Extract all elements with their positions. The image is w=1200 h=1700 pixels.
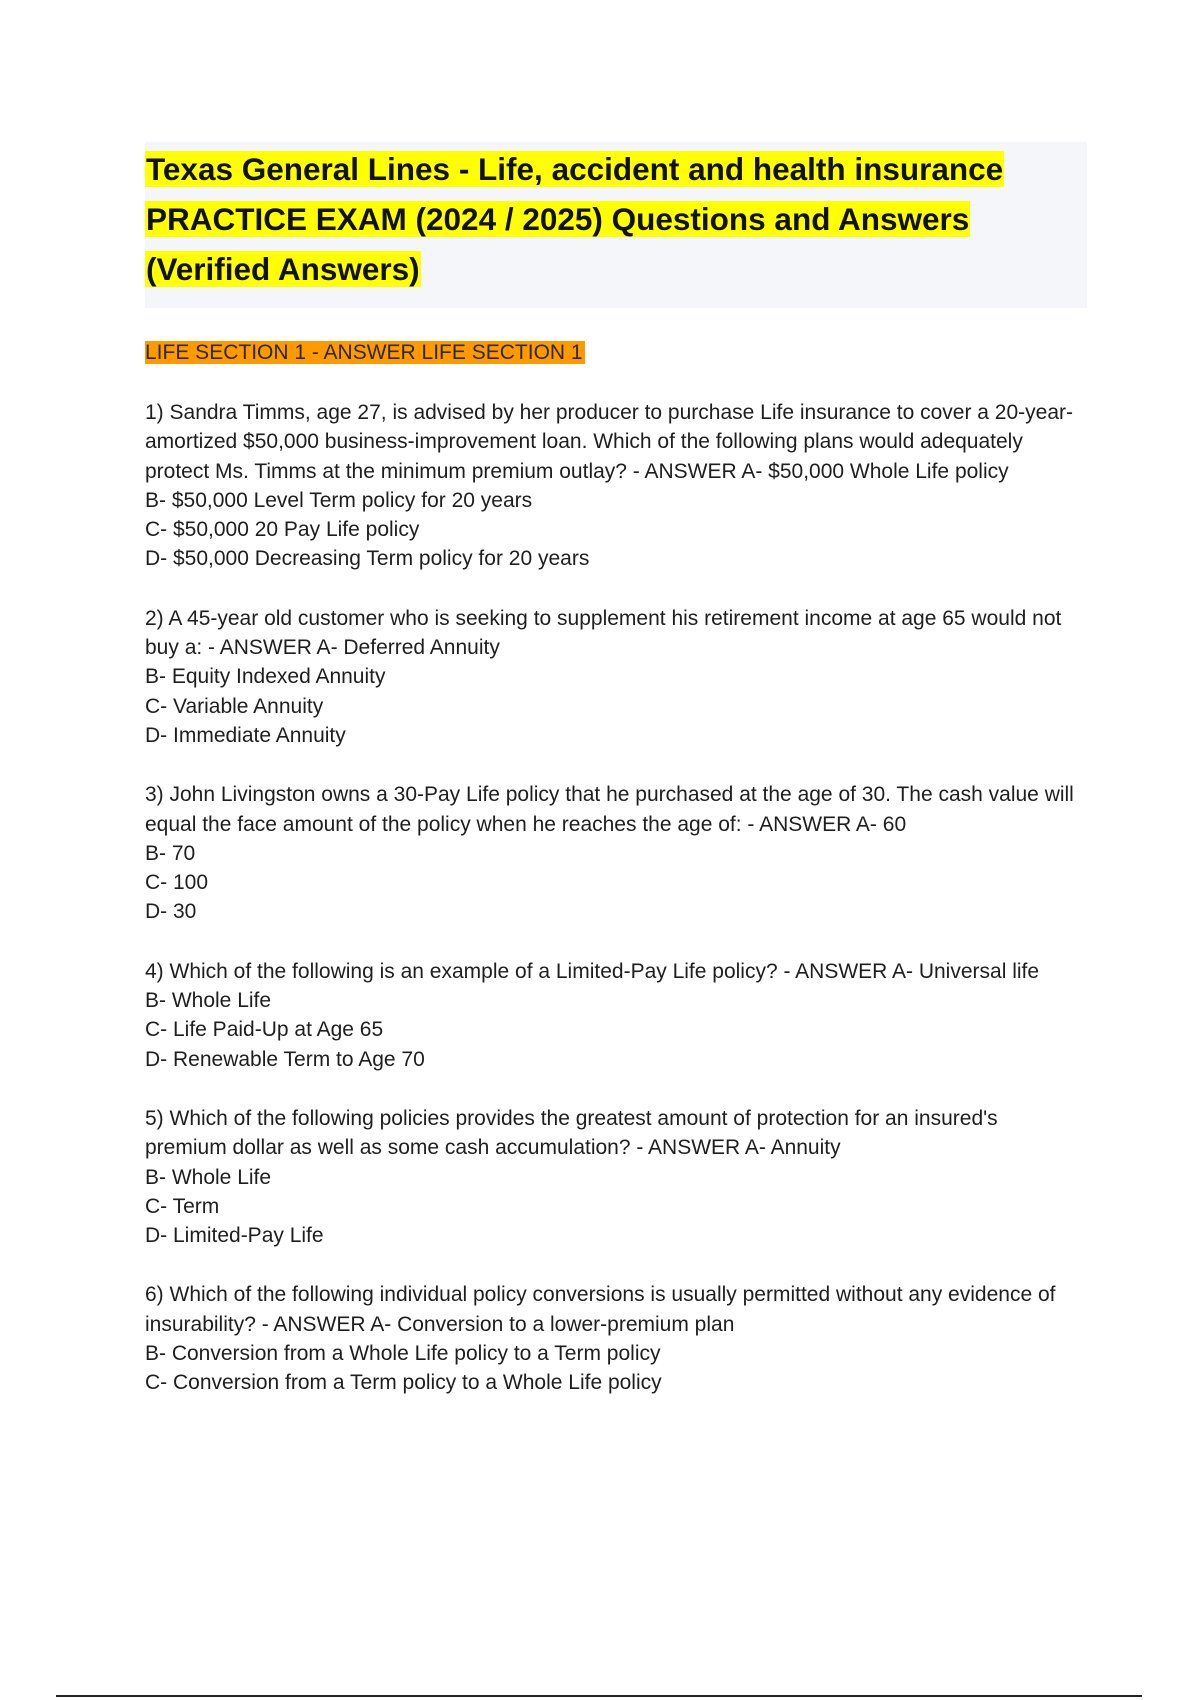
document-page [145, 142, 1085, 1398]
question-2 [145, 604, 1085, 750]
question-stem: 6) Which of the following individual policy conversions is usually permitted without any evidence of insurability? - ANSWER A- Conversion to a lower-premium plan [145, 1283, 1056, 1336]
question-option: B- $50,000 Level Term policy for 20 years [145, 488, 533, 512]
question-stem: 1) Sandra Timms, age 27, is advised by her producer to purchase Life insurance to cover a 20-year-amortized $50,000 business-improvement loan. Which of the following plans would adequately protect Ms. Timms at the minimum premium outlay? - ANSWER A- $50,000 Whole Life policy [145, 401, 1073, 483]
question-option: C- Variable Annuity [145, 694, 324, 718]
question-option: D- Renewable Term to Age 70 [145, 1047, 425, 1071]
title-block [145, 142, 1087, 308]
question-stem: 5) Which of the following policies provides the greatest amount of protection for an insured's premium dollar as well as some cash accumulation? - ANSWER A- Annuity [145, 1106, 998, 1160]
document-title [145, 144, 1087, 294]
question-option: D- Immediate Annuity [145, 723, 346, 747]
section-heading [145, 338, 1085, 368]
question-option: B- Whole Life [145, 1165, 272, 1189]
question-option: D- 30 [145, 900, 197, 924]
question-option: C- $50,000 20 Pay Life policy [145, 518, 420, 542]
question-1 [145, 398, 1085, 574]
question-option: C- Term [145, 1194, 220, 1218]
question-stem: 4) Which of the following is an example of a Limited-Pay Life policy? - ANSWER A- Universal life [145, 959, 1040, 983]
question-option: B- Conversion from a Whole Life policy to a Term policy [145, 1342, 661, 1366]
question-option: C- Life Paid-Up at Age 65 [145, 1018, 384, 1042]
question-5 [145, 1104, 1085, 1250]
page-bottom-divider [56, 1695, 1142, 1697]
question-option: C- Conversion from a Term policy to a Whole Life policy [145, 1371, 662, 1395]
question-4 [145, 957, 1085, 1074]
question-option: D- $50,000 Decreasing Term policy for 20 years [145, 547, 590, 571]
question-stem: 3) John Livingston owns a 30-Pay Life policy that he purchased at the age of 30. The cash value will equal the face amount of the policy when he reaches the age of: - ANSWER A- 60 [145, 783, 1074, 836]
question-stem: 2) A 45-year old customer who is seeking to supplement his retirement income at age 65 would not buy a: - ANSWER A- Deferred Annuity [145, 606, 1062, 660]
title-highlight: Texas General Lines - Life, accident and health insurance PRACTICE EXAM (2024 / 2025) Questions and Answers (Verified Answers) [146, 151, 1004, 287]
question-option: B- 70 [145, 841, 196, 865]
question-option: B- Equity Indexed Annuity [145, 665, 386, 689]
question-option: C- 100 [145, 871, 209, 895]
question-option: D- Limited-Pay Life [145, 1224, 324, 1248]
section-heading-label: LIFE SECTION 1 - ANSWER LIFE SECTION 1 [145, 341, 583, 364]
question-option: B- Whole Life [145, 989, 272, 1013]
question-6 [145, 1280, 1085, 1397]
question-3 [145, 780, 1085, 926]
